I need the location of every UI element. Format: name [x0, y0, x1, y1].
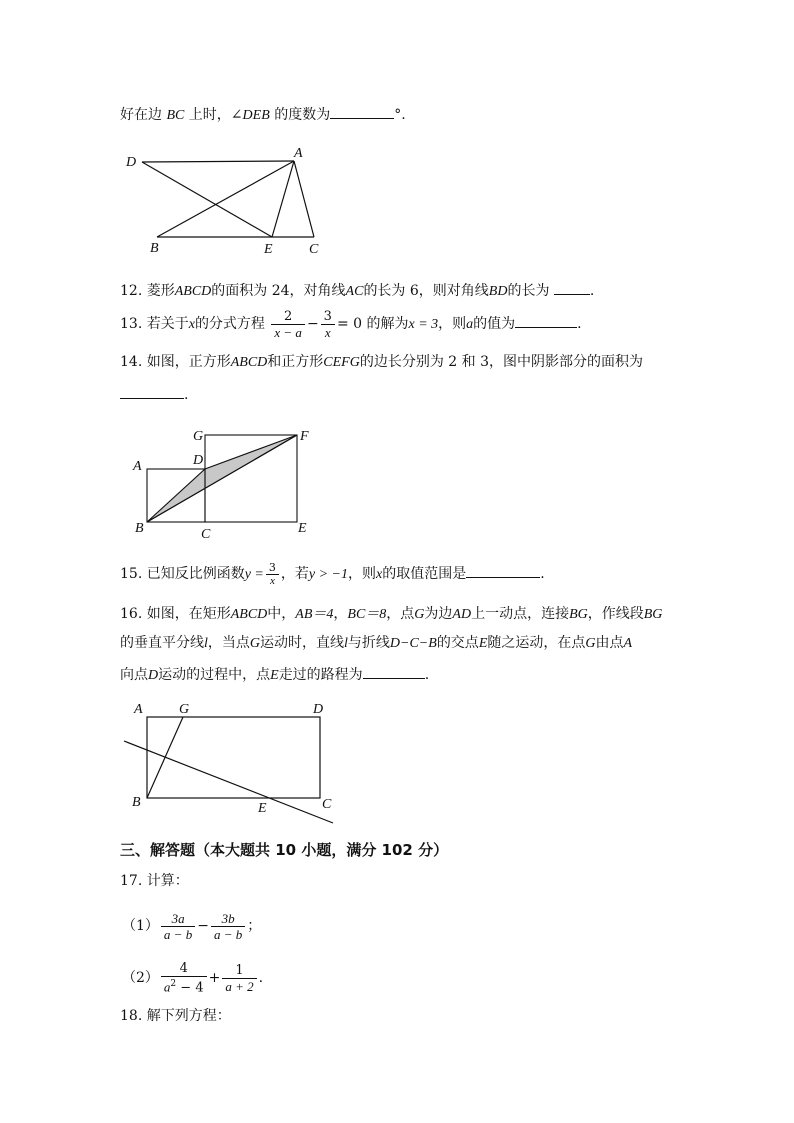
answer-blank[interactable] [466, 563, 540, 578]
rectangle-abcd [147, 717, 320, 798]
fraction-2-over-x-minus-a: $\frac{2}{x - a}$ [271, 309, 305, 340]
label-B: B [150, 241, 159, 256]
q17-line: 17. 计算： [120, 873, 189, 889]
segment-da [142, 161, 294, 162]
segment-de [142, 162, 272, 237]
q14-line: 14. 如图，正方形ABCD和正方形CEFG的边长分别为 2 和 3，图中阴影部分的面积为 [120, 354, 644, 370]
label-D: D [193, 453, 204, 468]
q16-figure [118, 696, 343, 826]
fraction-4-over-a2-minus-4: $\frac{4}{a^2 - 4}$ [161, 961, 207, 995]
q13-line: 13. 若关于x的分式方程 $\frac{2}{x - a}$ − $\frac{3}{x}$ = 0 的解为x = 3，则a的值为 . [120, 308, 582, 340]
fraction-3-over-x: $\frac{3}{x}$ [266, 562, 279, 587]
q16-line-1: 16. 如图，在矩形ABCD中，AB＝4，BC＝8，点G为边AD上一动点，连接BG，作线段BG [120, 606, 663, 622]
q14-answer-line: . [120, 384, 188, 405]
segment-ab [157, 161, 294, 237]
answer-blank[interactable] [515, 313, 577, 328]
answer-blank[interactable] [120, 384, 184, 399]
q17-part2: （2） $\frac{4}{a^2 - 4}$ + $\frac{1}{a + 2}$ . [122, 960, 264, 996]
label-A: A [133, 459, 142, 474]
answer-blank[interactable] [363, 664, 425, 679]
label-D: D [313, 702, 324, 717]
q16-line-2: 的垂直平分线l，当点G运动时，直线l与折线D−C−B的交点E随之运动，在点G由点A [120, 635, 633, 651]
segment-ac [294, 161, 314, 237]
label-G: G [193, 429, 204, 444]
fraction-3a-over-a-minus-b: $\frac{3a}{a - b}$ [161, 911, 195, 942]
label-B: B [135, 521, 144, 536]
segment-ae [272, 161, 294, 237]
label-C: C [322, 797, 332, 812]
label-B: B [132, 795, 141, 810]
answer-blank[interactable] [330, 104, 394, 119]
fraction-1-over-a-plus-2: $\frac{1}{a + 2}$ [222, 963, 256, 994]
segment-bf [147, 435, 297, 522]
label-G: G [179, 702, 190, 717]
label-A: A [294, 146, 303, 161]
fraction-3b-over-a-minus-b: $\frac{3b}{a - b}$ [211, 911, 245, 942]
q14-figure [125, 422, 325, 547]
label-C: C [201, 527, 211, 542]
label-A: A [134, 702, 143, 717]
answer-blank[interactable] [554, 280, 590, 295]
q18-line: 18. 解下列方程： [120, 1008, 231, 1024]
q16-line-3: 向点D运动的过程中，点E走过的路程为 . [120, 664, 429, 686]
label-D: D [126, 155, 137, 170]
label-E: E [298, 521, 307, 536]
q15-line: 15. 已知反比例函数y = $\frac{3}{x}$ ，若y > −1，则x的取值范围是 . [120, 560, 545, 587]
label-E: E [264, 242, 273, 257]
fraction-3-over-x: $\frac{3}{x}$ [321, 309, 335, 340]
q11-figure [120, 140, 330, 260]
q11-line: 好在边 BC 上时，∠DEB 的度数为 °. [120, 104, 406, 126]
section-heading: 三、解答题（本大题共 10 小题，满分 102 分） [120, 841, 449, 859]
q17-part1: （1） $\frac{3a}{a - b}$ − $\frac{3b}{a - b}$ ； [122, 910, 262, 942]
q12-line: 12. 菱形ABCD的面积为 24，对角线AC的长为 6，则对角线BD的长为 . [120, 280, 594, 302]
label-F: F [300, 429, 309, 444]
label-C: C [309, 242, 319, 257]
label-E: E [258, 801, 267, 816]
line-l [124, 741, 333, 823]
